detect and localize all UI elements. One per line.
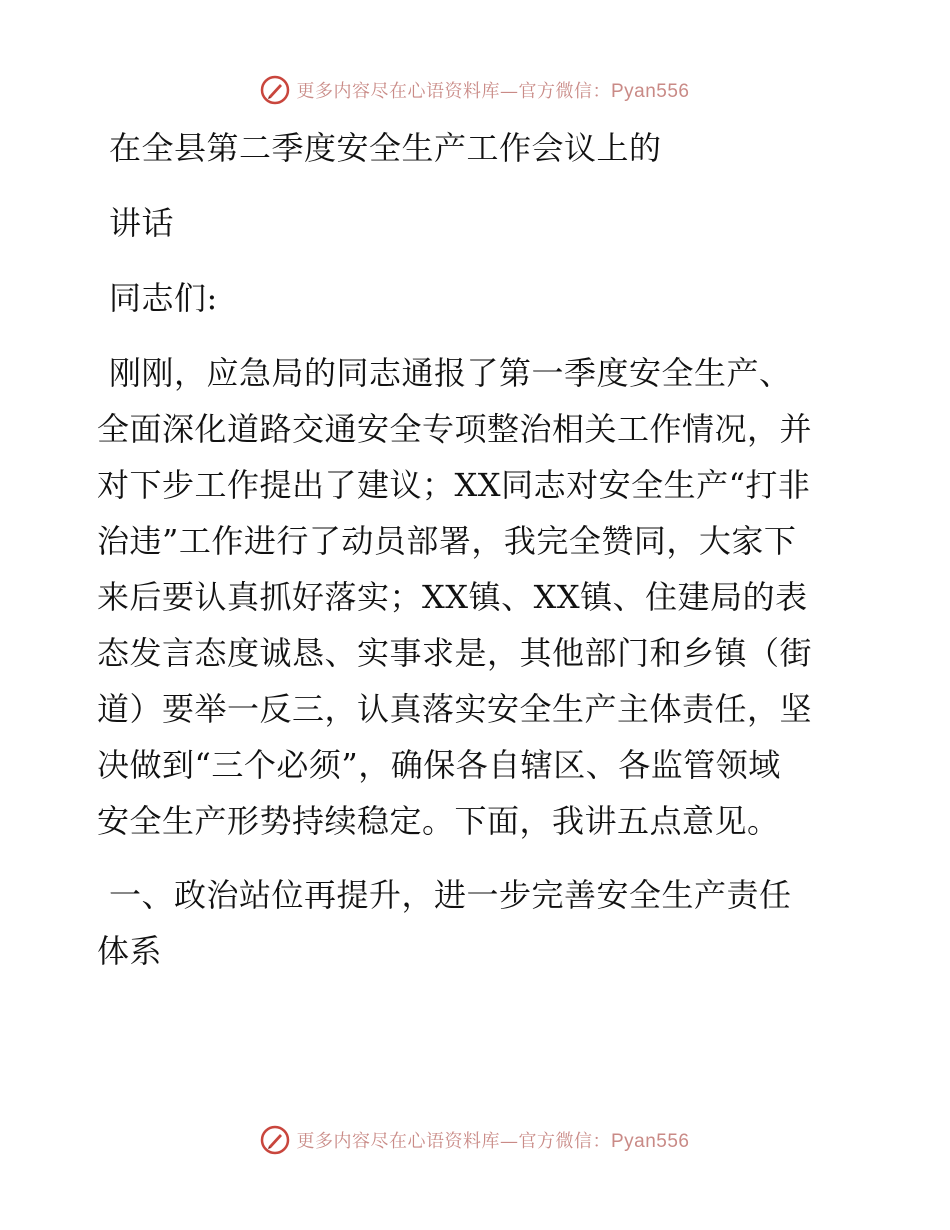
- paragraph-line: 对下步工作提出了建议；XX同志对安全生产“打非: [97, 466, 811, 504]
- paragraph-1: [97, 345, 857, 849]
- paragraph-line: 刚刚，应急局的同志通报了第一季度安全生产、: [109, 354, 792, 392]
- pen-logo-icon: [260, 75, 290, 105]
- heading-line: 一、政治站位再提升，进一步完善安全生产责任: [109, 876, 792, 914]
- paragraph-line: 道）要举一反三，认真落实安全生产主体责任，坚: [97, 690, 813, 728]
- banner-text: 更多内容尽在心语资料库—官方微信：Pyan556: [296, 1131, 690, 1152]
- header-banner: [0, 70, 950, 110]
- pen-logo-icon: [260, 1125, 290, 1155]
- banner-text: 更多内容尽在心语资料库—官方微信：Pyan556: [296, 81, 690, 102]
- paragraph-line: 全面深化道路交通安全专项整治相关工作情况，并: [97, 410, 813, 448]
- document-body: [97, 120, 857, 979]
- section-heading-1: [97, 867, 857, 979]
- paragraph-line: 态发言态度诚恳、实事求是，其他部门和乡镇（街: [97, 634, 813, 672]
- banner-handle: Pyan556: [610, 81, 690, 102]
- paragraph-line: 治违”工作进行了动员部署，我完全赞同，大家下: [97, 522, 797, 560]
- doc-title-line-1: 在全县第二季度安全生产工作会议上的: [109, 129, 662, 167]
- doc-title-line-2: 讲话: [109, 204, 175, 242]
- salutation: 同志们:: [109, 279, 218, 317]
- heading-line: 体系: [97, 932, 163, 970]
- paragraph-line: 决做到“三个必须”，确保各自辖区、各监管领域: [97, 746, 781, 784]
- paragraph-line: 安全生产形势持续稳定。下面，我讲五点意见。: [97, 802, 780, 840]
- footer-banner: [0, 1120, 950, 1160]
- banner-handle: Pyan556: [610, 1131, 690, 1152]
- paragraph-line: 来后要认真抓好落实；XX镇、XX镇、住建局的表: [97, 578, 808, 616]
